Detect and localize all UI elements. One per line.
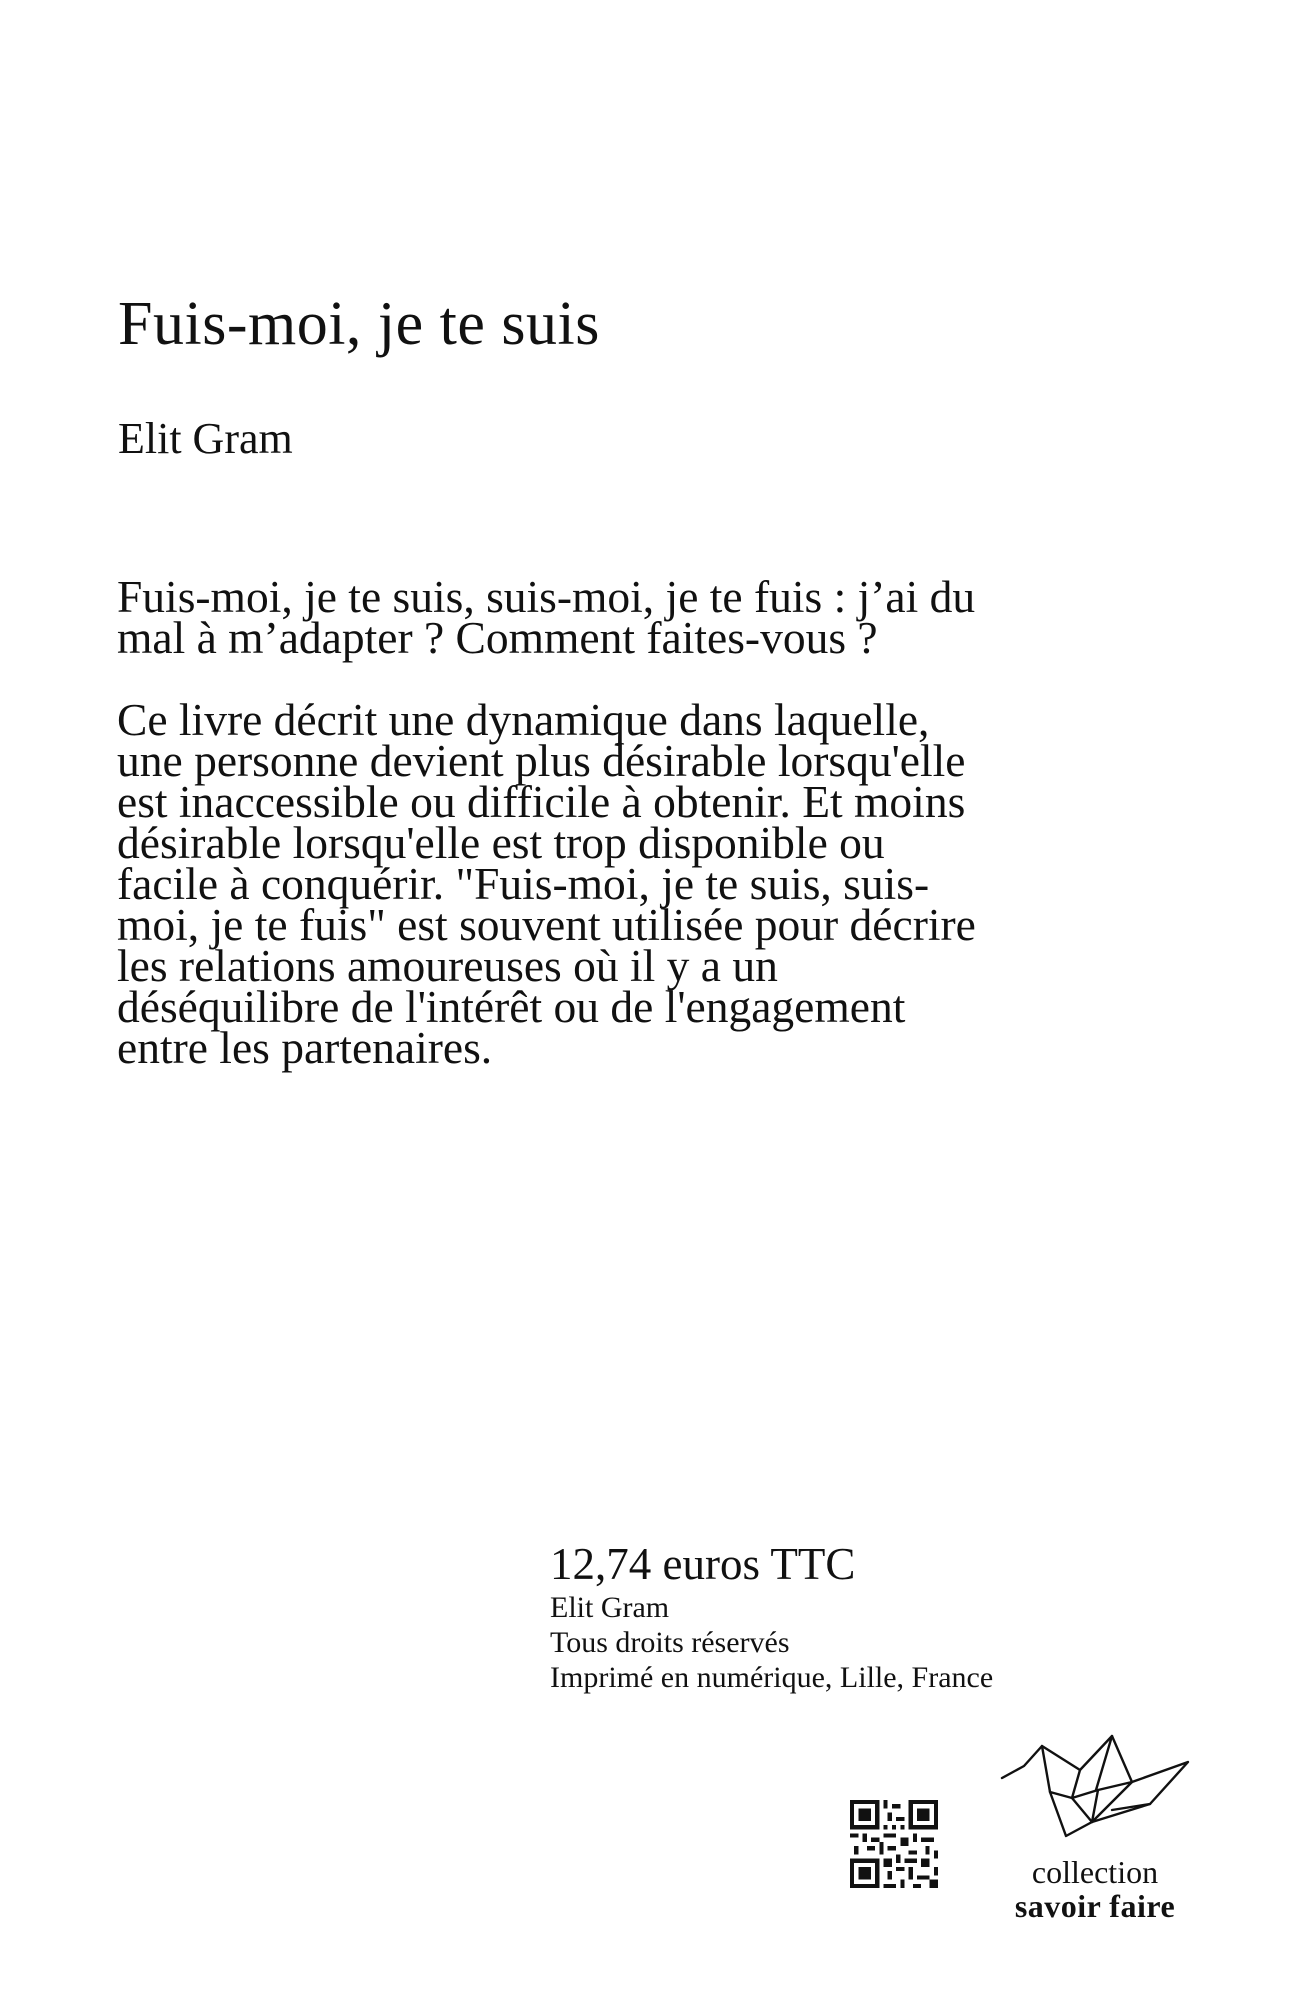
qr-code-icon: [850, 1800, 938, 1888]
collection-line-2: savoir faire: [1014, 1888, 1176, 1924]
collection-label: [1000, 1855, 1190, 1923]
book-title: Fuis-moi, je te suis: [118, 290, 600, 358]
price-label: 12,74 euros TTC: [550, 1539, 856, 1589]
colophon: [550, 1540, 1110, 1695]
rights-notice: Tous droits réservés: [550, 1625, 790, 1659]
print-location: Imprimé en numérique, Lille, France: [550, 1660, 994, 1694]
collection-line-1: collection: [1031, 1854, 1159, 1890]
back-cover-blurb: [117, 571, 997, 1073]
blurb-intro: Fuis-moi, je te suis, suis-moi, je te fuis : j’ai du mal à m’adapter ? Comment faites-vous ?: [117, 571, 976, 663]
book-author: Elit Gram: [118, 414, 293, 463]
blurb-body: Ce livre décrit une dynamique dans laquelle, une personne devient plus désirable lorsqu'elle est inaccessible ou difficile à obtenir. Et moins désirable lorsqu'elle est trop disponible ou facile à conquérir. "Fuis-moi, je te suis, suis-moi, je te fuis" est souvent utilisée pour décrire les relations amoureuses où il y a un déséquilibre de l'intérêt ou de l'engagement entre les partenaires.: [117, 694, 976, 1073]
origami-crane-icon: [1000, 1732, 1190, 1842]
colophon-author: Elit Gram: [550, 1590, 670, 1624]
